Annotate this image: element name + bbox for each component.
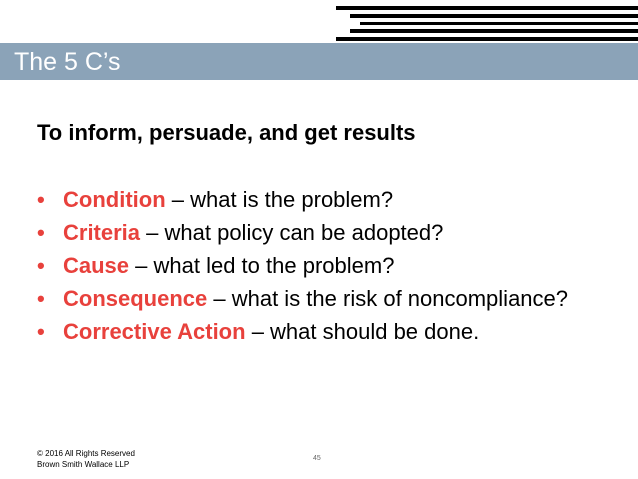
- bullet-item: [37, 249, 601, 282]
- decorative-stripes: [336, 0, 638, 50]
- bullet-icon: •: [37, 319, 45, 344]
- bullet-item: [37, 315, 601, 348]
- bullet-text: – what is the risk of noncompliance?: [207, 286, 569, 311]
- slide-title: The 5 C’s: [14, 48, 121, 76]
- bullet-text: – what is the problem?: [165, 187, 394, 212]
- bullet-item: [37, 183, 601, 216]
- page-number: 45: [313, 455, 321, 462]
- footer-copyright: © 2016 All Rights Reserved: [37, 449, 135, 458]
- bullet-text: – what policy can be adopted?: [140, 220, 444, 245]
- bullet-icon: •: [37, 286, 45, 311]
- footer-company: Brown Smith Wallace LLP: [37, 460, 130, 469]
- bullet-icon: •: [37, 220, 45, 245]
- bullet-term: Condition: [63, 187, 166, 212]
- bullet-term: Corrective Action: [63, 319, 246, 344]
- bullet-term: Criteria: [63, 220, 141, 245]
- bullet-list: [37, 183, 601, 348]
- bullet-text: – what led to the problem?: [129, 253, 395, 278]
- bullet-item: [37, 216, 601, 249]
- bullet-term: Consequence: [63, 286, 208, 311]
- bullet-icon: •: [37, 253, 45, 278]
- bullet-item: [37, 282, 601, 315]
- slide-subheading: To inform, persuade, and get results: [37, 120, 416, 145]
- bullet-text: – what should be done.: [245, 319, 480, 344]
- footer: [37, 448, 135, 470]
- bullet-icon: •: [37, 187, 45, 212]
- bullet-term: Cause: [63, 253, 130, 278]
